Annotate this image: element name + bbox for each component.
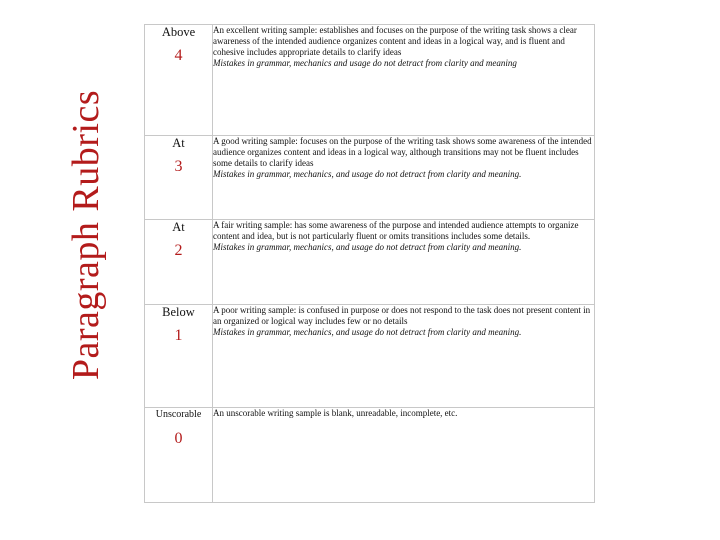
description-text: A fair writing sample: has some awareness of the purpose and intended audience attempts to organize content and idea, but is not particularly fluent or omits transitions includes some details. (213, 220, 579, 241)
description-cell (213, 220, 595, 305)
page-title: Paragraph Rubrics (65, 89, 108, 381)
rubric-row-3 (145, 136, 595, 220)
level-label: Above (161, 25, 196, 39)
description-cell (213, 136, 595, 220)
description-note: Mistakes in grammar, mechanics, and usage do not detract from clarity and meaning. (213, 327, 522, 337)
level-label: At (172, 136, 185, 150)
level-cell (145, 408, 213, 503)
rubric-row-2 (145, 220, 595, 305)
level-cell (145, 305, 213, 408)
description-text: A good writing sample: focuses on the purpose of the writing task shows some awareness of the intended audience organizes content and ideas in a logical way, although transitions may not be fluent includes some details to clarify ideas (213, 136, 592, 168)
level-cell (145, 220, 213, 305)
level-cell (145, 136, 213, 220)
level-label: At (172, 220, 185, 234)
level-score: 2 (174, 242, 183, 259)
description-cell (213, 25, 595, 136)
level-score: 4 (174, 47, 183, 64)
description-text: A poor writing sample: is confused in purpose or does not respond to the task does not present content in an organized or logical way includes few or no details (213, 305, 591, 326)
level-label: Unscorable (155, 409, 202, 420)
page-title-container (65, 60, 108, 410)
description-cell (213, 408, 595, 503)
level-cell (145, 25, 213, 136)
rubric-table (144, 24, 595, 503)
description-note: Mistakes in grammar, mechanics and usage do not detract from clarity and meaning (213, 58, 517, 68)
description-note: Mistakes in grammar, mechanics, and usage do not detract from clarity and meaning. (213, 242, 522, 252)
description-text: An unscorable writing sample is blank, unreadable, incomplete, etc. (213, 408, 458, 418)
level-score: 3 (174, 158, 183, 175)
description-cell (213, 305, 595, 408)
level-score: 1 (174, 327, 183, 344)
level-score: 0 (174, 430, 183, 447)
rubric-row-0 (145, 408, 595, 503)
rubric-row-4 (145, 25, 595, 136)
rubric-row-1 (145, 305, 595, 408)
level-label: Below (162, 305, 195, 319)
description-note: Mistakes in grammar, mechanics, and usage do not detract from clarity and meaning. (213, 169, 522, 179)
description-text: An excellent writing sample: establishes and focuses on the purpose of the writing task shows a clear awareness of the intended audience organizes content and ideas in a logical way, and is fluent and cohesive includes appropriate details to clarify ideas (213, 25, 577, 57)
